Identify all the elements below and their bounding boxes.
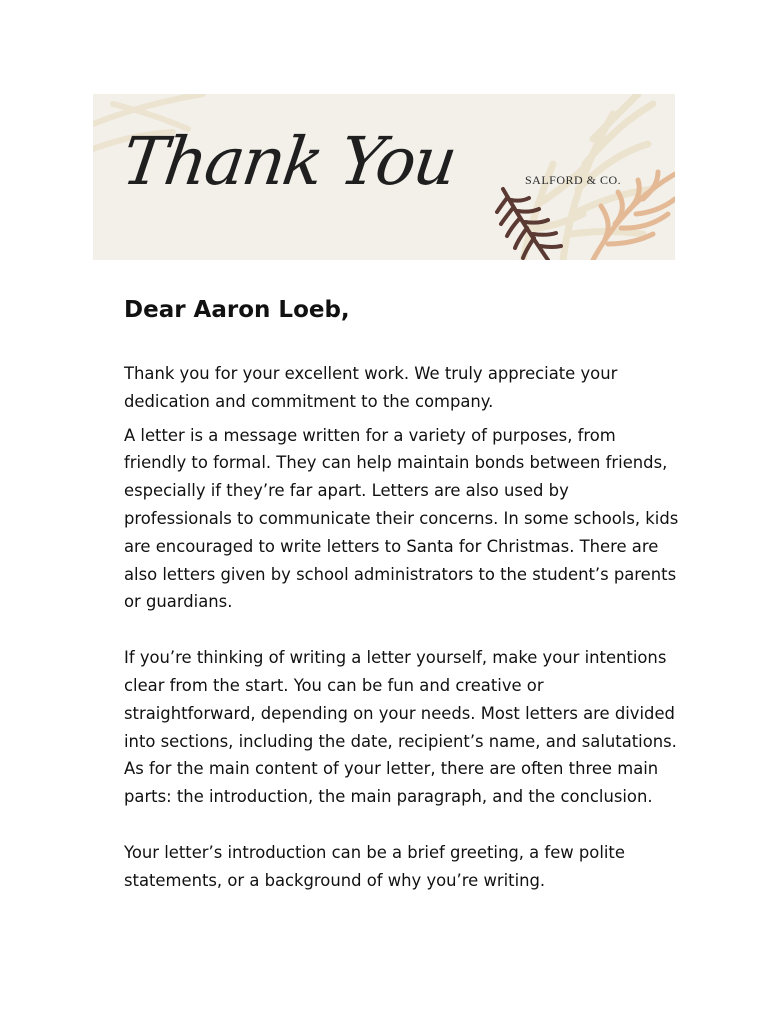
- letter-body: [124, 294, 680, 895]
- banner-title: Thank You: [117, 123, 460, 200]
- thank-you-banner: [93, 94, 675, 260]
- paragraph-1: Thank you for your excellent work. We truly appreciate your dedication and commitment to the company.: [124, 364, 618, 411]
- paragraph-4: Your letter’s introduction can be a brief greeting, a few polite statements, or a background of why you’re writing.: [124, 842, 625, 890]
- paragraph-3: If you’re thinking of writing a letter yourself, make your intentions clear from the start. You can be fun and creative or straightforward, depending on your needs. Most letters are divided into sections, including the date, recipient’s name, and salutations. As for the main content of your letter, there are often three main parts: the introduction, the main paragraph, and the conclusion.: [124, 648, 677, 807]
- letter-greeting: Dear Aaron Loeb,: [124, 297, 350, 323]
- paragraph-2: A letter is a message written for a variety of purposes, from friendly to formal. They can help maintain bonds between friends, especially if they’re far apart. Letters are also used by professionals to communicate their concerns. In some schools, kids are encouraged to write letters to Santa for Christmas. There are also letters given by school administrators to the student’s parents or guardians.: [124, 425, 679, 612]
- company-name: SALFORD & CO.: [525, 173, 622, 187]
